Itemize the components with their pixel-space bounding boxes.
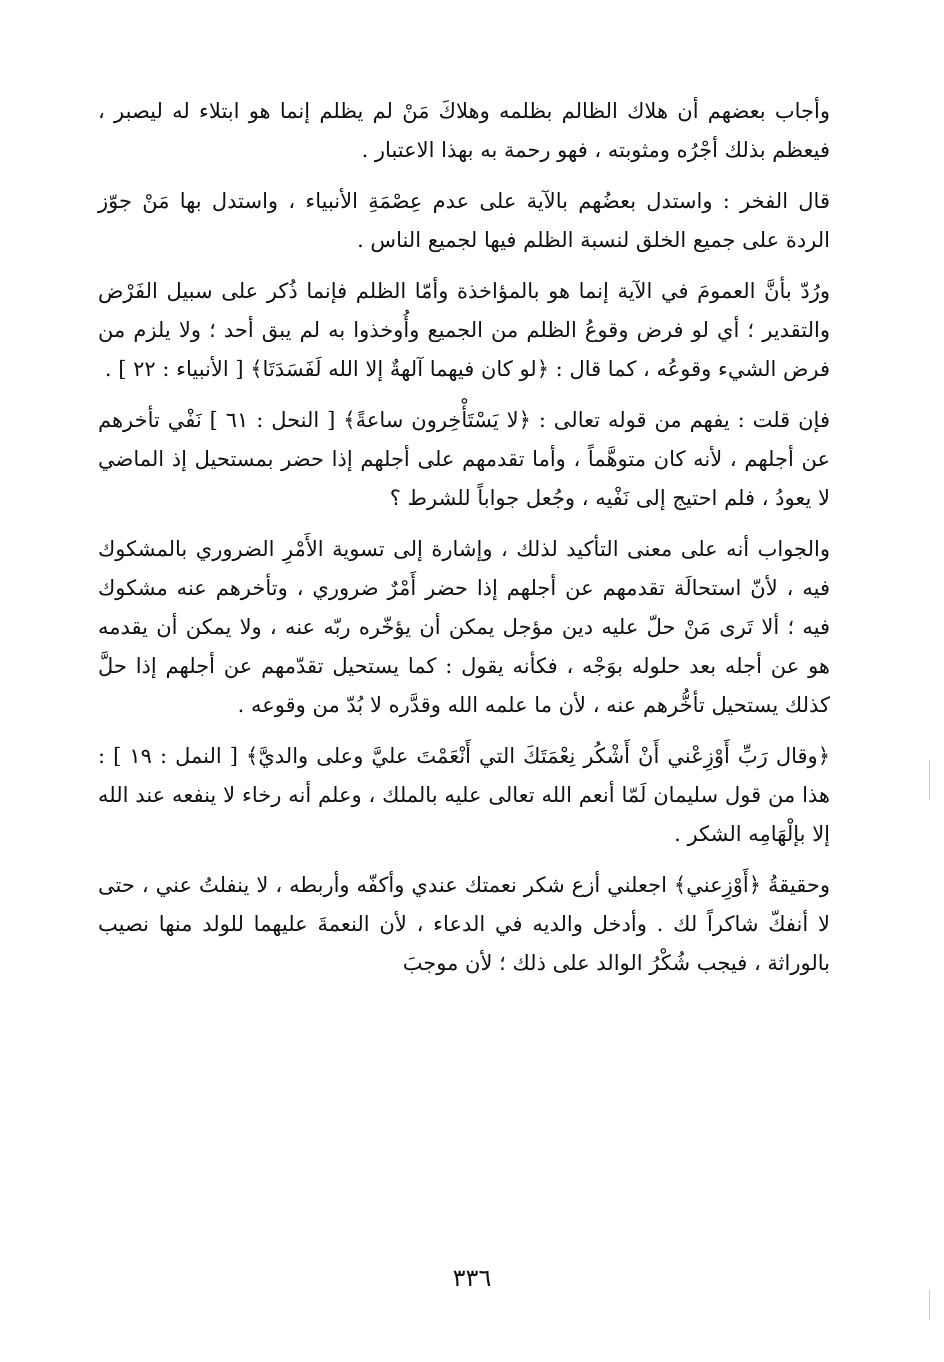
paragraph-6: ﴿وقال رَبِّ أَوْزِعْني أَنْ أَشْكُر نِعْمَتَكَ التي أَنْعَمْتَ عليَّ وعلى والديَّ﴾ [ النمل : ١٩ ] : هذا من قول سليمان لَمّا أنعم الله تعالى عليه بالملك ، وعلم أنه رخاء لا ينفعه عند الله إلا بإلْهَامِه الشكر .	[98, 744, 830, 846]
paragraph-1: وأجاب بعضهم أن هلاك الظالم بظلمه وهلاكَ مَنْ لم يظلم إنما هو ابتلاء له ليصبر ، فيعظم بذلك أجْرُه ومثوبته ، فهو رحمة به بهذا الاعتبار .	[98, 99, 830, 162]
paragraph-5: والجواب أنه على معنى التأكيد لذلك ، وإشارة إلى تسوية الأَمْرِ الضروري بالمشكوك فيه ، لأنّ استحالَة تقدمهم عن أجلهم إذا حضر أَمْرٌ ضروري ، وتأخرهم عنه مشكوك فيه ؛ ألا تَرى مَنْ حلّ عليه دين مؤجل يمكن أن يؤخّره ربّه عنه ، ولا يمكن أن يقدمه هو عن أجله بعد حلوله بوَجْه ، فكأنه يقول : كما يستحيل تقدّمهم عن أجلهم إذا حلَّ كذلك يستحيل تأخُّرهم عنه ، لأن ما علمه الله وقدَّره لا بُدّ من وقوعه .	[98, 537, 830, 717]
scan-edge-line	[929, 1290, 930, 1320]
scan-edge-line	[929, 760, 930, 800]
paragraph-3: ورُدّ بأنَّ العمومَ في الآية إنما هو بالمؤاخذة وأمّا الظلم فإنما ذُكر على سبيل الفَرْض والتقدير ؛ أي لو فرض وقوعُ الظلم من الجميع وأُوخذوا به لم يبق أحد ؛ ولا يلزم من فرض الشيء وقوعُه ، كما قال : ﴿لو كان فيهما آلهةٌ إلا الله لَفَسَدَتَا﴾ [ الأنبياء : ٢٢ ] .	[98, 279, 830, 381]
paragraph-4: فإن قلت : يفهم من قوله تعالى : ﴿لا يَسْتَأْخِرون ساعةً﴾ [ النحل : ٦١ ] نَفْي تأخرهم عن أجلهم ، لأنه كان متوهَّماً ، وأما تقدمهم على أجلهم إذا حضر بمستحيل إذ الماضي لا يعودُ ، فلم احتيج إلى نَفْيه ، وجُعل جواباً للشرط ؟	[98, 408, 830, 510]
paragraph-7: وحقيقةُ ﴿أَوْزِعني﴾ اجعلني أزع شكر نعمتك عندي وأكفّه وأربطه ، لا ينفلتُ عني ، حتى لا أنفكّ شاكراً لك . وأدخل والديه في الدعاء ، لأن النعمةَ عليهما للولد منها نصيب بالوراثة ، فيجب شُكْرُ الوالد على ذلك ؛ لأن موجبَ	[98, 873, 830, 975]
page-number: ٣٣٦	[452, 1264, 492, 1292]
paragraph-2: قال الفخر : واستدل بعضُهم بالآية على عدم عِصْمَةِ الأنبياء ، واستدل بها مَنْ جوّز الردة على جميع الخلق لنسبة الظلم فيها لجميع الناس .	[98, 189, 830, 252]
body-text	[98, 92, 830, 997]
